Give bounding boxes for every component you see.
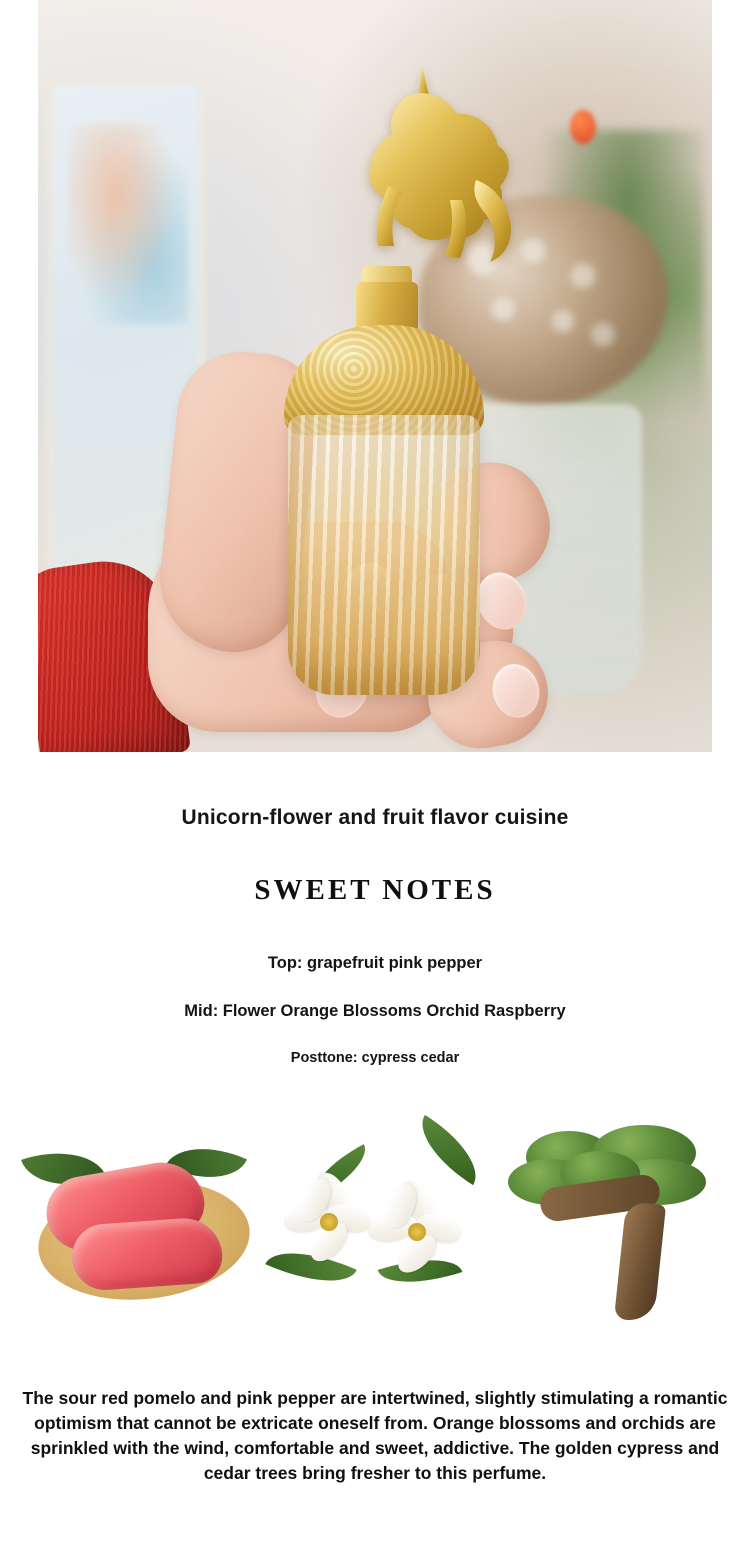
note-posttone: Posttone: cypress cedar: [290, 1050, 460, 1066]
flower-center: [320, 1213, 338, 1231]
unicorn-figurine-icon: [326, 60, 526, 270]
perfume-bottle: [266, 60, 496, 700]
note-top: Top: grapefruit pink pepper: [267, 954, 483, 972]
product-description: The sour red pomelo and pink pepper are intertwined, slightly stimulating a romantic optimism that cannot be extricate oneself from. Orange blossoms and orchids are sprinkled with the wind, comfortable and sweet, addictive. The golden cypress and cedar trees bring fresher to this perfume.: [22, 1388, 728, 1483]
leaf-icon: [407, 1115, 491, 1185]
note-mid: Mid: Flower Orange Blossoms Orchid Raspberry: [184, 1002, 566, 1020]
flower-center: [408, 1223, 426, 1241]
page-title: Unicorn-flower and fruit flavor cuisine: [181, 806, 569, 829]
ingredient-images: [20, 1120, 730, 1330]
pomelo-segment: [70, 1216, 224, 1292]
bonsai-trunk: [614, 1201, 666, 1323]
hero-product-photo: [38, 0, 712, 752]
background-berry: [570, 110, 596, 144]
bonsai-cypress-image: [500, 1125, 730, 1325]
blossom-flower: [284, 1177, 376, 1269]
section-subtitle: SWEET NOTES: [254, 874, 496, 906]
blossom-flower: [368, 1185, 468, 1281]
glass-body: [288, 415, 480, 695]
orange-blossom-image: [260, 1125, 490, 1325]
red-pomelo-image: [20, 1125, 250, 1325]
